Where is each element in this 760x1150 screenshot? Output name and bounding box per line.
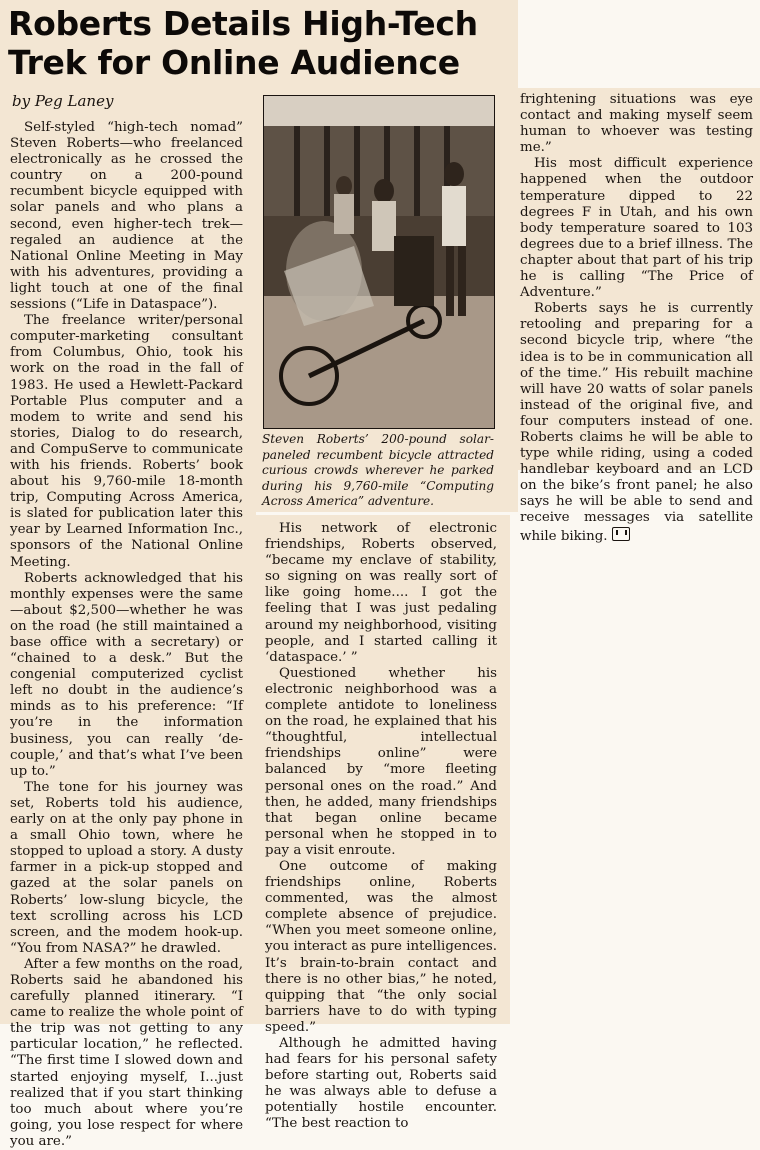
column-2 xyxy=(265,521,497,1133)
byline: by Peg Laney xyxy=(12,92,114,110)
bicycle-photo xyxy=(263,95,495,429)
paragraph: The tone for his journey was set, Roberts told his audience, early on at the only pay phone in a small Ohio town, where he stopped to upload a story. A dusty farmer in a pick-up stopped and gazed at the solar panels on Roberts’ low-slung bicycle, the text scrolling across his LCD screen, and the modem hook-up. “You from NASA?” he drawled. xyxy=(10,779,243,956)
column-1 xyxy=(10,120,243,1150)
paragraph: His most difficult experience happened when the outdoor temperature dipped to 22 degrees F in Utah, and his own body temperature soared to 103 degrees due to a brief illness. The chapter about that part of his trip he is calling “The Price of Adventure.” xyxy=(520,156,753,301)
paragraph: The freelance writer/personal computer-marketing consultant from Columbus, Ohio, took his work on the road in the fall of 1983. He used a Hewlett-Packard Portable Plus computer and a modem to write and send his stories, Dialog to do research, and CompuServe to communicate with his friends. Roberts’ book about his 9,760-mile 18-month trip, Computing Across America, is slated for publication later this year by Learned Information Inc., sponsors of the National Online Meeting. xyxy=(10,313,243,570)
end-of-article-icon xyxy=(612,527,630,541)
paragraph: Although he admitted having had fears for his personal safety before starting out, Roberts said he was always able to defuse a potentially hostile encounter. “The best reaction to xyxy=(265,1036,497,1132)
photo-caption: Steven Roberts’ 200-pound solar-paneled recumbent bicycle attracted curious crowds wherever he parked during his 9,760-mile “Computing Across America” adventure. xyxy=(262,432,494,508)
headline: Roberts Details High-Tech Trek for Online Audience xyxy=(8,4,478,82)
recumbent-bicycle-image xyxy=(264,96,494,428)
paragraph: Self-styled “high-tech nomad” Steven Roberts—who freelanced electronically as he crossed the country on a 200-pound recumbent bicycle equipped with solar panels and who plans a second, even higher-tech trek—regaled an audience at the National Online Meeting in May with his adventures, providing a light touch at one of the final sessions (“Life in Dataspace”). xyxy=(10,120,243,313)
paragraph: His network of electronic friendships, Roberts observed, “became my enclave of stability, so signing on was really sort of like going home.... I got the feeling that I was just pedaling around my neighborhood, visiting people, and I started calling it ‘dataspace.’ ” xyxy=(265,521,497,665)
paragraph-text: Roberts says he is currently retooling and preparing for a second bicycle trip, where “the idea is to be in communication all of the time.” His rebuilt machine will have 20 watts of solar panels instead of the original five, and four computers instead of one. Roberts claims he will be able to type while riding, using a coded handlebar keyboard and an LCD on the bike’s front panel; he also says he will be able to send and receive messages via satellite while biking. xyxy=(520,301,753,544)
paragraph xyxy=(520,301,753,544)
paragraph: Roberts acknowledged that his monthly expenses were the same—about $2,500—whether he was on the road (he still maintained a base office with a secretary) or “chained to a desk.” But the congenial computerized cyclist left no doubt in the audience’s minds as to his preference: “If you’re in the information business, you can really ‘de-couple,’ and that’s what I’ve been up to.” xyxy=(10,570,243,779)
paragraph: Questioned whether his electronic neighborhood was a complete antidote to loneliness on the road, he explained that his “thoughtful, intellectual friendships online” were balanced by “more fleeting personal ones on the road.” And then, he added, many friendships that began online became personal when he stopped in to pay a visit enroute. xyxy=(265,665,497,858)
paragraph: After a few months on the road, Roberts said he abandoned his carefully planned itinerary. “I came to realize the whole point of the trip was not getting to any particular location,” he reflected. “The first time I slowed down and started enjoying myself, I...just realized that if you start thinking too much about where you’re going, you lose respect for where you are.” xyxy=(10,956,243,1149)
paragraph: frightening situations was eye contact and making myself seem human to whoever was testing me.” xyxy=(520,92,753,156)
paragraph: One outcome of making friendships online, Roberts commented, was the almost complete absence of prejudice. “When you meet someone online, you interact as pure intelligences. It’s brain-to-brain contact and there is no other bias,” he noted, quipping that “the only social barriers have to do with typing speed.” xyxy=(265,858,497,1035)
column-3 xyxy=(520,92,753,545)
